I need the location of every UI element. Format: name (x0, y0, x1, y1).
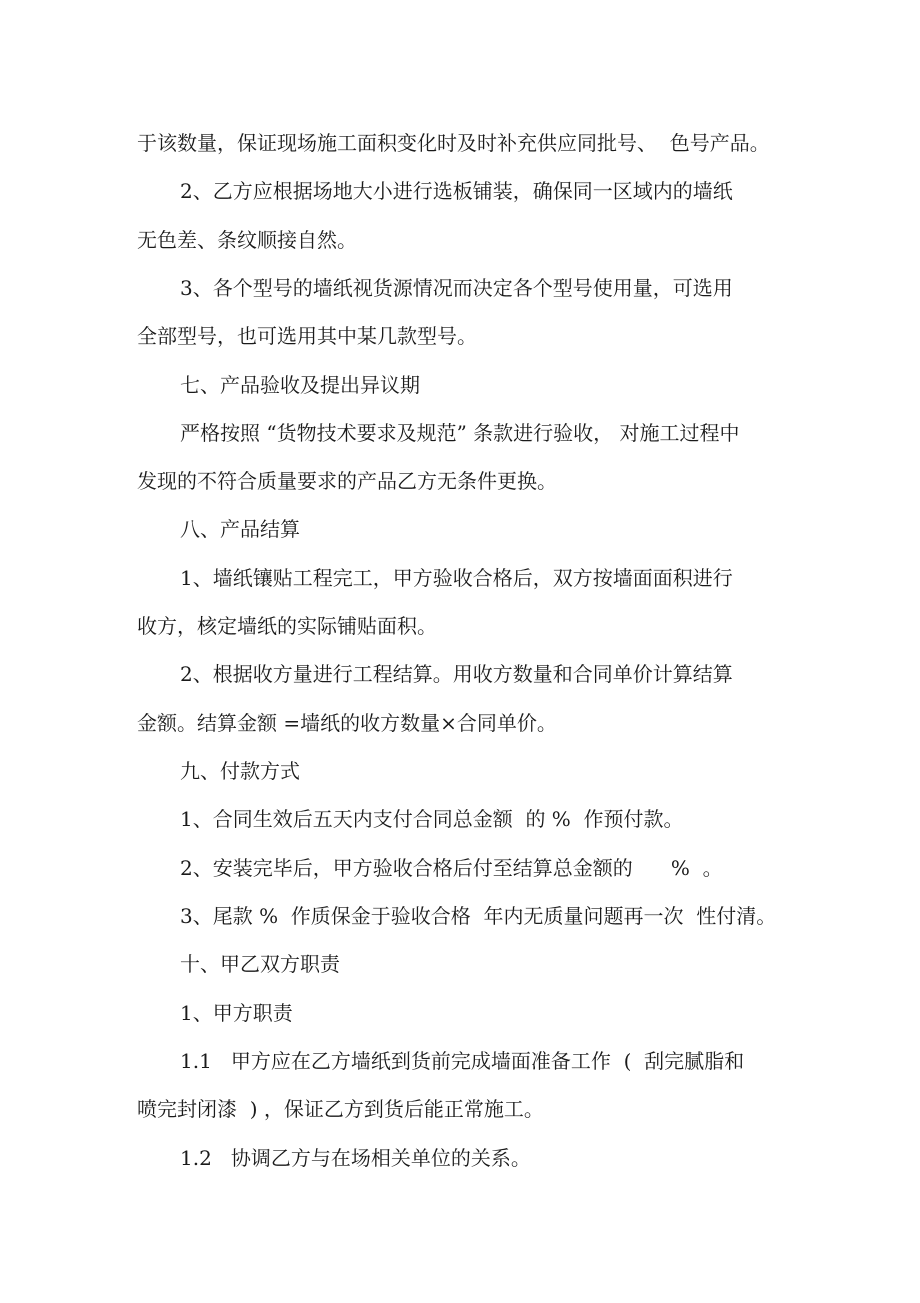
text-line: 1、墙纸镶贴工程完工，甲方验收合格后，双方按墙面面积进行 (180, 566, 733, 590)
text-line: 喷完封闭漆 ) ，保证乙方到货后能正常施工。 (137, 1097, 544, 1121)
text-line: 3、尾款 % 作质保金于验收合格 年内无质量问题再一次 性付清。 (180, 904, 777, 928)
text-line: 无色差、条纹顺接自然。 (137, 228, 357, 252)
section-heading: 七、产品验收及提出异议期 (180, 373, 420, 397)
text-line: 2、安装完毕后，甲方验收合格后付至结算总金额的 % 。 (180, 856, 723, 880)
text-line: 1.2 协调乙方与在场相关单位的关系。 (180, 1146, 531, 1170)
text-line: 于该数量，保证现场施工面积变化时及时补充供应同批号、 色号产品。 (137, 131, 770, 155)
text-line: 1.1 甲方应在乙方墙纸到货前完成墙面准备工作 ( 刮完腻脂和 (180, 1049, 745, 1073)
section-heading: 八、产品结算 (180, 517, 300, 541)
text-line: 金额。结算金额 =墙纸的收方数量×合同单价。 (137, 711, 557, 735)
text-line: 2、根据收方量进行工程结算。用收方数量和合同单价计算结算 (180, 662, 733, 686)
text-line: 发现的不符合质量要求的产品乙方无条件更换。 (137, 469, 557, 493)
subsection-heading: 1、甲方职责 (180, 1001, 293, 1025)
section-heading: 九、付款方式 (180, 759, 300, 783)
text-line: 严格按照 “货物技术要求及规范” 条款进行验收， 对施工过程中 (180, 421, 740, 445)
section-heading: 十、甲乙双方职责 (180, 952, 340, 976)
text-line: 收方，核定墙纸的实际铺贴面积。 (137, 614, 437, 638)
text-line: 1、合同生效后五天内支付合同总金额 的 % 作预付款。 (180, 807, 684, 831)
text-line: 全部型号，也可选用其中某几款型号。 (137, 324, 477, 348)
text-line: 2、乙方应根据场地大小进行选板铺装，确保同一区域内的墙纸 (180, 179, 733, 203)
text-line: 3、各个型号的墙纸视货源情况而决定各个型号使用量，可选用 (180, 276, 733, 300)
